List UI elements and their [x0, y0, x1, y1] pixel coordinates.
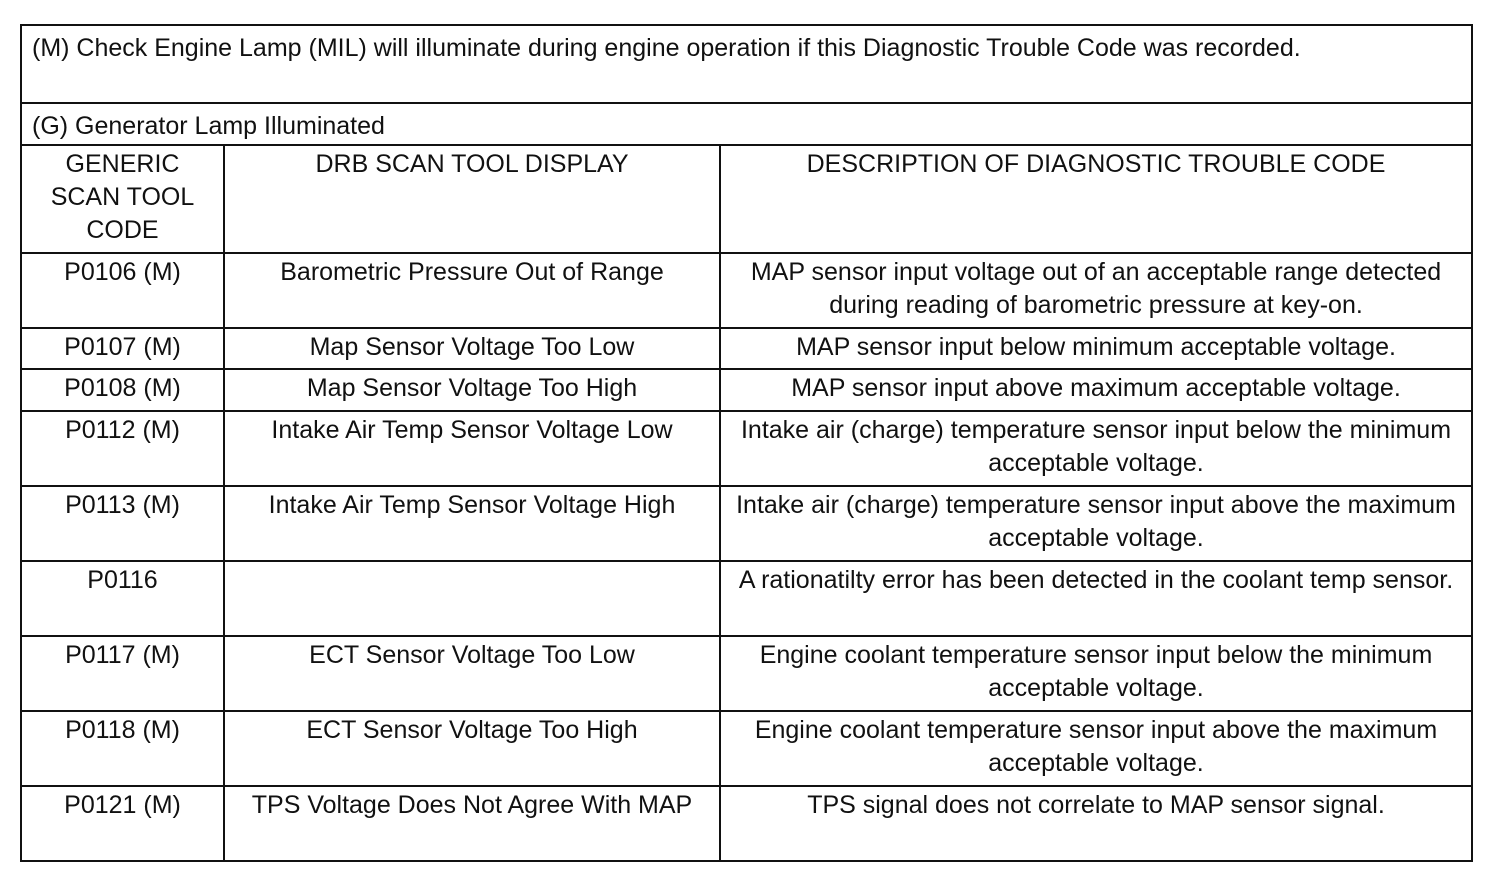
row-code: P0106 (M): [21, 253, 224, 328]
row-display: ECT Sensor Voltage Too Low: [224, 636, 720, 711]
table-row: [21, 786, 1472, 861]
table-row: [21, 486, 1472, 561]
row-description: Engine coolant temperature sensor input above the maximum acceptable voltage.: [720, 711, 1472, 786]
row-display: Map Sensor Voltage Too Low: [224, 328, 720, 369]
row-code: P0112 (M): [21, 411, 224, 486]
row-description: MAP sensor input above maximum acceptable voltage.: [720, 369, 1472, 411]
row-display: [224, 561, 720, 636]
row-code: P0117 (M): [21, 636, 224, 711]
row-code: P0107 (M): [21, 328, 224, 369]
header-code: GENERIC SCAN TOOL CODE: [21, 145, 224, 253]
table-row: [21, 369, 1472, 411]
row-code: P0116: [21, 561, 224, 636]
row-code: P0113 (M): [21, 486, 224, 561]
row-display: Barometric Pressure Out of Range: [224, 253, 720, 328]
table-row: [21, 253, 1472, 328]
note-row-generator: [21, 103, 1472, 145]
row-display: TPS Voltage Does Not Agree With MAP: [224, 786, 720, 861]
table-header-row: [21, 145, 1472, 253]
row-description: Intake air (charge) temperature sensor input above the maximum acceptable voltage.: [720, 486, 1472, 561]
generator-note: (G) Generator Lamp Illuminated: [21, 103, 1472, 145]
header-display: DRB SCAN TOOL DISPLAY: [224, 145, 720, 253]
table-row: [21, 561, 1472, 636]
row-description: A rationatilty error has been detected in the coolant temp sensor.: [720, 561, 1472, 636]
row-display: Intake Air Temp Sensor Voltage High: [224, 486, 720, 561]
row-code: P0121 (M): [21, 786, 224, 861]
row-code: P0108 (M): [21, 369, 224, 411]
table-row: [21, 328, 1472, 369]
table-row: [21, 636, 1472, 711]
row-code: P0118 (M): [21, 711, 224, 786]
row-display: Intake Air Temp Sensor Voltage Low: [224, 411, 720, 486]
row-description: TPS signal does not correlate to MAP sensor signal.: [720, 786, 1472, 861]
header-description: DESCRIPTION OF DIAGNOSTIC TROUBLE CODE: [720, 145, 1472, 253]
row-description: Engine coolant temperature sensor input below the minimum acceptable voltage.: [720, 636, 1472, 711]
note-row-mil: [21, 25, 1472, 103]
row-description: Intake air (charge) temperature sensor input below the minimum acceptable voltage.: [720, 411, 1472, 486]
mil-note: (M) Check Engine Lamp (MIL) will illuminate during engine operation if this Diagnostic Trouble Code was recorded.: [21, 25, 1472, 103]
dtc-table: [20, 24, 1473, 862]
row-display: ECT Sensor Voltage Too High: [224, 711, 720, 786]
table-row: [21, 411, 1472, 486]
row-description: MAP sensor input below minimum acceptable voltage.: [720, 328, 1472, 369]
row-display: Map Sensor Voltage Too High: [224, 369, 720, 411]
row-description: MAP sensor input voltage out of an acceptable range detected during reading of barometric pressure at key-on.: [720, 253, 1472, 328]
table-row: [21, 711, 1472, 786]
